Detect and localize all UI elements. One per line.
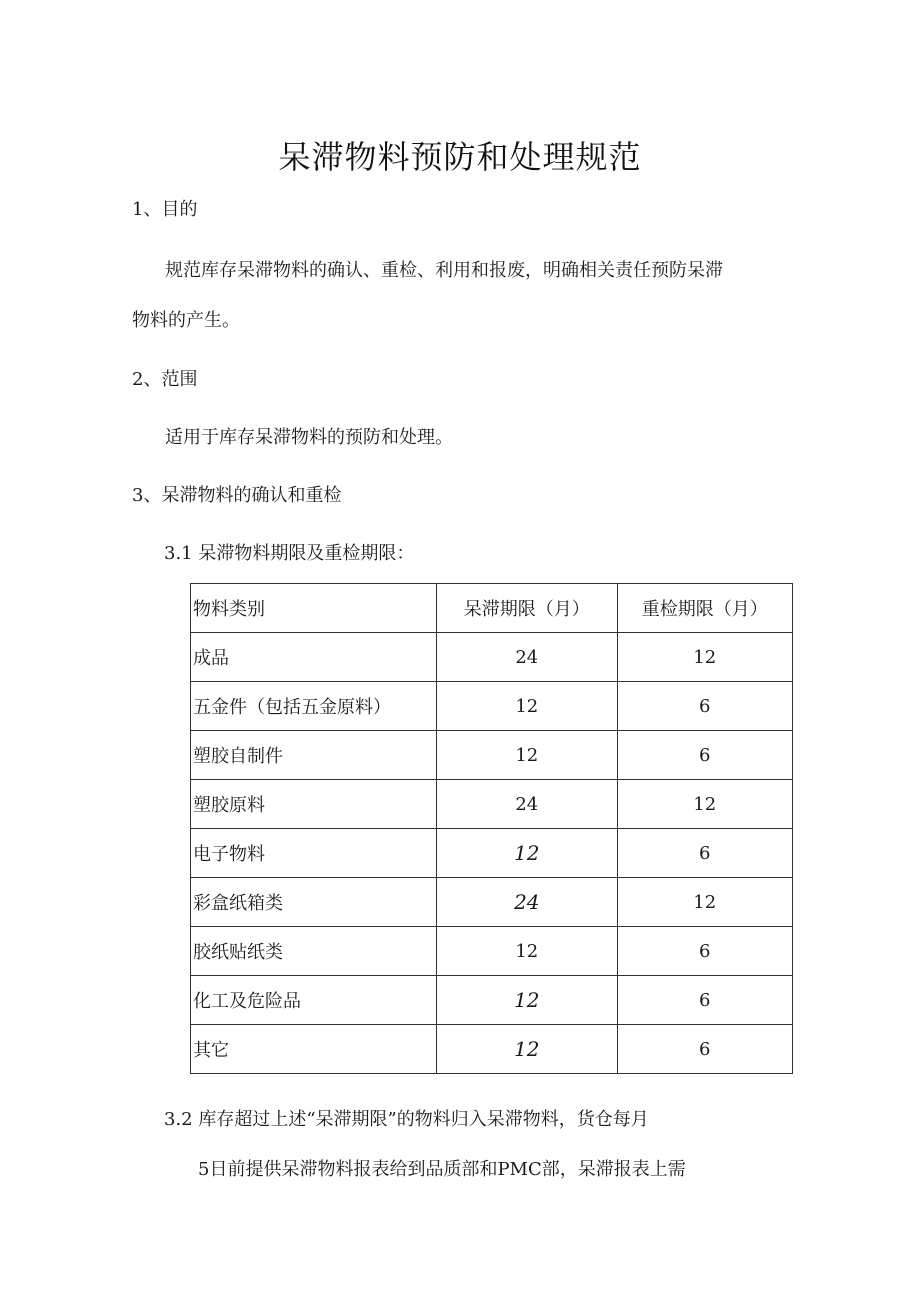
material-category-cell: 其它 xyxy=(191,1025,437,1074)
material-category-cell: 成品 xyxy=(191,633,437,682)
material-category-cell: 塑胶自制件 xyxy=(191,731,437,780)
section-1-paragraph-line-2: 物料的产生。 xyxy=(132,310,240,331)
recheck-period-cell: 6 xyxy=(617,976,792,1025)
stagnant-period-cell: 12 xyxy=(437,1025,617,1074)
section-1-paragraph-line-1: 规范库存呆滞物料的确认、重检、利用和报废，明确相关责任预防呆滞 xyxy=(165,260,723,281)
stagnant-period-cell: 12 xyxy=(437,976,617,1025)
header-recheck-period: 重检期限（月） xyxy=(617,584,792,633)
stagnant-period-cell: 12 xyxy=(437,682,617,731)
table-row xyxy=(191,633,793,682)
table-row xyxy=(191,780,793,829)
stagnant-period-cell: 12 xyxy=(437,927,617,976)
section-3-2-line-1: 3.2 库存超过上述“呆滞期限”的物料归入呆滞物料，货仓每月 xyxy=(164,1109,649,1130)
material-category-cell: 彩盒纸箱类 xyxy=(191,878,437,927)
recheck-period-cell: 6 xyxy=(617,829,792,878)
section-3-heading: 3、呆滞物料的确认和重检 xyxy=(132,485,342,506)
stagnant-period-cell: 12 xyxy=(437,829,617,878)
header-stagnant-period: 呆滞期限（月） xyxy=(437,584,617,633)
section-2-heading: 2、范围 xyxy=(132,369,198,390)
material-category-cell: 胶纸贴纸类 xyxy=(191,927,437,976)
document-title: 呆滞物料预防和处理规范 xyxy=(278,138,642,176)
recheck-period-cell: 6 xyxy=(617,927,792,976)
recheck-period-cell: 12 xyxy=(617,633,792,682)
stagnant-period-cell: 24 xyxy=(437,780,617,829)
section-2-paragraph: 适用于库存呆滞物料的预防和处理。 xyxy=(165,427,453,448)
stagnant-period-cell: 24 xyxy=(437,633,617,682)
header-category: 物料类别 xyxy=(191,584,437,633)
table-header-row xyxy=(191,584,793,633)
table-row xyxy=(191,829,793,878)
recheck-period-cell: 12 xyxy=(617,878,792,927)
material-category-cell: 五金件（包括五金原料） xyxy=(191,682,437,731)
table-row xyxy=(191,927,793,976)
stagnant-period-cell: 12 xyxy=(437,731,617,780)
material-category-cell: 化工及危险品 xyxy=(191,976,437,1025)
table-row xyxy=(191,1025,793,1074)
table-row xyxy=(191,682,793,731)
recheck-period-cell: 6 xyxy=(617,731,792,780)
stagnant-period-cell: 24 xyxy=(437,878,617,927)
section-3-2-line-2: 5日前提供呆滞物料报表给到品质部和PMC部，呆滞报表上需 xyxy=(198,1159,686,1180)
material-category-cell: 电子物料 xyxy=(191,829,437,878)
table-row xyxy=(191,731,793,780)
recheck-period-cell: 6 xyxy=(617,682,792,731)
recheck-period-cell: 12 xyxy=(617,780,792,829)
stagnant-period-table xyxy=(190,583,793,1074)
material-category-cell: 塑胶原料 xyxy=(191,780,437,829)
table-row xyxy=(191,878,793,927)
recheck-period-cell: 6 xyxy=(617,1025,792,1074)
section-3-1-heading: 3.1 呆滞物料期限及重检期限： xyxy=(164,543,415,564)
table-row xyxy=(191,976,793,1025)
section-1-heading: 1、目的 xyxy=(132,199,198,220)
